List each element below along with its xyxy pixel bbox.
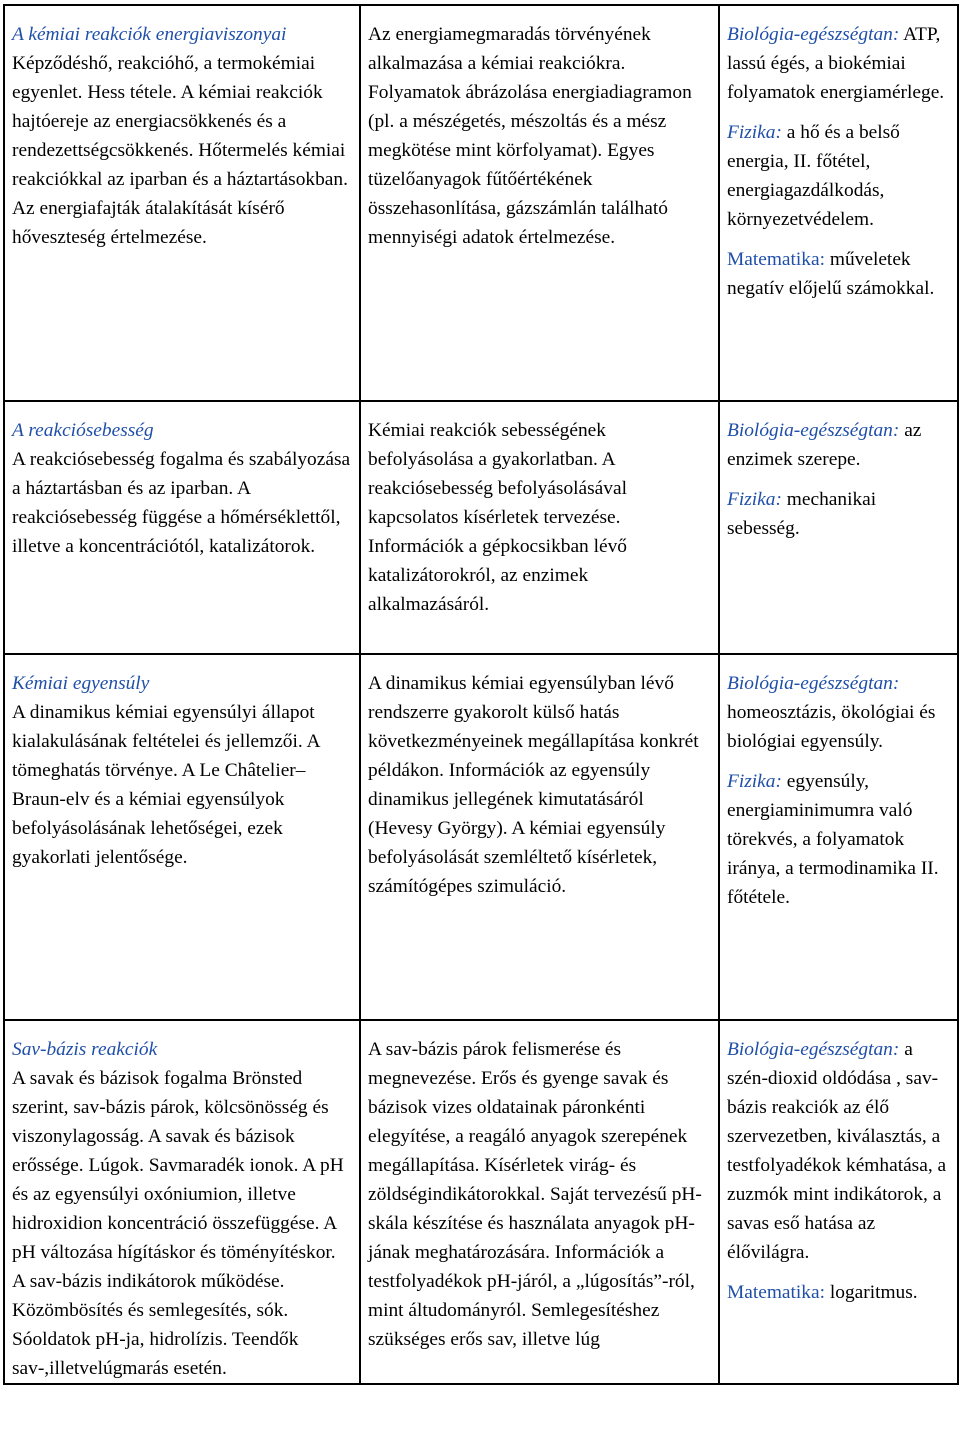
link-text: az enzimek szerepe.: [727, 420, 922, 470]
links-cell: [719, 401, 958, 654]
link-entry: [727, 1278, 950, 1307]
link-entry: [727, 245, 950, 303]
link-text: műveletek negatív előjelű számokkal.: [727, 249, 935, 299]
topic-body: Képződéshő, reakcióhő, a termokémiai egyenlet. Hess tétele. A kémiai reakciók hajtóereje az energiacsökkenés és a rendezettségcsökkenés. Hőtermelés kémiai reakciókkal az iparban és a háztartásokban. Az energiafajták átalakítását kísérő hőveszteség értelmezése.: [12, 53, 348, 248]
links-cell: [719, 5, 958, 401]
table-row: [4, 401, 958, 654]
topic-title: Sav-bázis reakciók: [12, 1039, 158, 1060]
link-text: mechanikai sebesség.: [727, 489, 877, 539]
activity-body: A sav-bázis párok felismerése és megnevezése. Erős és gyenge savak és bázisok vizes oldatainak páronkénti elegyítése, a reagáló anyagok szerepének megállapítása. Kísérletek virág- és zöldségindikátorokkal. Saját tervezésű pH-skála készítése és használata anyagok pH-jának meghatározására. Információk a testfolyadékok pH-járól, a „lúgosítás”-ról, mint áltudományról. Semlegesítéshez szükséges erős sav, illetve lúg: [368, 1039, 702, 1350]
topic-body: A savak és bázisok fogalma Brönsted szerint, sav-bázis párok, kölcsönösség és viszonylagosság. A savak és bázisok erőssége. Lúgok. Savmaradék ionok. A pH és az egyensúlyi oxóniumion, illetve hidroxidion koncentráció összefüggése. A pH változása hígításkor és töményítéskor. A sav-bázis indikátorok működése. Közömbösítés és semlegesítés, sók. Sóoldatok pH-ja, hidrolízis. Teendők sav-,illetvelúgmarás esetén.: [12, 1068, 344, 1379]
topic-title: A reakciósebesség: [12, 420, 154, 441]
link-text: egyensúly, energiaminimumra való törekvés, a folyamatok iránya, a termodinamika II. főtétele.: [727, 771, 939, 908]
link-entry: [727, 1035, 950, 1267]
link-text: homeosztázis, ökológiai és biológiai egyensúly.: [727, 702, 936, 752]
link-text: logaritmus.: [829, 1282, 918, 1303]
link-subject: Biológia-egészségtan:: [727, 420, 900, 441]
link-text: a hő és a belső energia, II. főtétel, energiagazdálkodás, környezetvédelem.: [727, 122, 900, 230]
topic-body: A reakciósebesség fogalma és szabályozása a háztartásban és az iparban. A reakciósebesség függése a hőmérséklettől, illetve a koncentrációtól, katalizátorok.: [12, 449, 351, 557]
link-entry: [727, 416, 950, 474]
link-entry: [727, 20, 950, 107]
activity-cell: [360, 401, 719, 654]
link-subject: Fizika:: [727, 122, 782, 143]
topic-title: Kémiai egyensúly: [12, 673, 150, 694]
activity-cell: [360, 1020, 719, 1384]
links-cell: [719, 1020, 958, 1384]
links-cell: [719, 654, 958, 1020]
topic-cell: [4, 5, 360, 401]
link-entry: [727, 767, 950, 912]
link-entry: [727, 485, 950, 543]
link-subject: Matematika:: [727, 1282, 825, 1303]
link-text: ATP, lassú égés, a biokémiai folyamatok energiamérlege.: [727, 24, 945, 103]
table-row: [4, 5, 958, 401]
activity-body: Az energiamegmaradás törvényének alkalmazása a kémiai reakciókra. Folyamatok ábrázolása energiadiagramon (pl. a mészégetés, mészoltás és a mész megkötése mint körfolyamat). Egyes tüzelőanyagok fűtőértékének összehasonlítása, gázszámlán található mennyiségi adatok értelmezése.: [368, 24, 692, 248]
link-text: a szén-dioxid oldódása , sav-bázis reakciók az élő szervezetben, kiválasztás, a testfolyadékok kémhatása, a zuzmók mint indikátorok, a savas eső hatása az élővilágra.: [727, 1039, 947, 1263]
link-subject: Fizika:: [727, 489, 782, 510]
table-row: [4, 654, 958, 1020]
topic-body: A dinamikus kémiai egyensúlyi állapot kialakulásának feltételei és jellemzői. A tömeghatás törvénye. A Le Châtelier–Braun-elv és a kémiai egyensúlyok befolyásolásának lehetőségei, ezek gyakorlati jelentősége.: [12, 702, 320, 868]
link-subject: Fizika:: [727, 771, 782, 792]
link-subject: Biológia-egészségtan:: [727, 1039, 900, 1060]
topic-cell: [4, 654, 360, 1020]
topic-title: A kémiai reakciók energiaviszonyai: [12, 24, 287, 45]
link-subject: Biológia-egészségtan:: [727, 673, 900, 694]
curriculum-table: [3, 4, 959, 1385]
link-entry: [727, 669, 950, 756]
activity-body: A dinamikus kémiai egyensúlyban lévő rendszerre gyakorolt külső hatás következményeinek megállapítása konkrét példákon. Információk az egyensúly dinamikus jellegének kimutatásáról (Hevesy György). A kémiai egyensúly befolyásolását szemléltető kísérletek, számítógépes szimuláció.: [368, 673, 699, 897]
topic-cell: [4, 401, 360, 654]
activity-cell: [360, 654, 719, 1020]
link-entry: [727, 118, 950, 234]
topic-cell: [4, 1020, 360, 1384]
table-row: [4, 1020, 958, 1384]
link-subject: Biológia-egészségtan:: [727, 24, 900, 45]
link-subject: Matematika:: [727, 249, 825, 270]
activity-cell: [360, 5, 719, 401]
activity-body: Kémiai reakciók sebességének befolyásolása a gyakorlatban. A reakciósebesség befolyásolásával kapcsolatos kísérletek tervezése. Információk a gépkocsikban lévő katalizátorokról, az enzimek alkalmazásáról.: [368, 420, 627, 615]
